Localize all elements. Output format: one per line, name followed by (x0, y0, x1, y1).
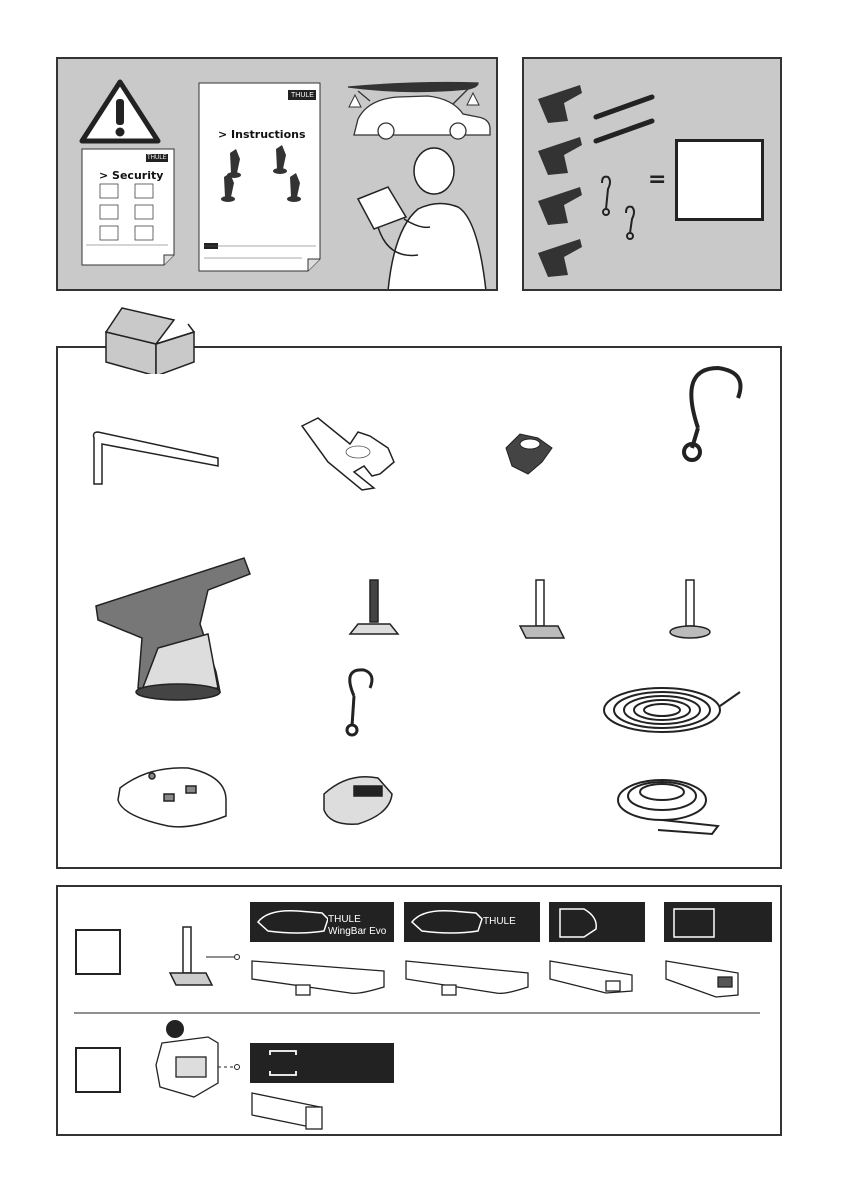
strap-roll-icon (604, 688, 740, 732)
adapter-icon (156, 1037, 218, 1097)
car-with-kayak-drawing (348, 83, 490, 140)
wingbar-brand: THULE (483, 916, 516, 927)
wingbar-evo-brand: THULE (328, 914, 361, 925)
t-bolt-icon-fitment (170, 927, 212, 985)
warning-triangle-icon (82, 82, 158, 141)
wingbar-profile-tag (404, 902, 540, 942)
smartrack-bar-drawing (550, 961, 632, 993)
edge-profile-tag (664, 902, 772, 942)
edge-bar-drawing (666, 961, 738, 997)
parts-panel (56, 346, 782, 869)
quantity-box (675, 139, 764, 221)
kayak-saddle-icon (538, 85, 582, 277)
wingbar-bar-drawing (406, 961, 528, 995)
square-bar-drawing (252, 1093, 322, 1129)
end-cap-icon (324, 777, 392, 825)
step-marker (166, 1020, 184, 1038)
parts-illustration (58, 348, 780, 867)
instructions-brand-logo: THULE (291, 92, 314, 99)
star-knob-icon (506, 434, 552, 474)
t-bolt-with-washer-icon (350, 580, 398, 634)
square-bar-profile-tag (250, 1043, 394, 1083)
instructions-title: > Instructions (218, 128, 306, 141)
s-hook-icon (602, 177, 634, 239)
security-sheet-drawing (82, 149, 174, 265)
person-reading-drawing (358, 148, 486, 289)
hex-key-icon (94, 432, 219, 484)
fork-wrench-icon (302, 418, 394, 490)
equals-sign: = (648, 167, 667, 192)
security-title: > Security (99, 169, 164, 182)
strap-icon (596, 97, 652, 141)
smartrack-profile-tag (549, 902, 645, 942)
security-brand-logo: THULE (147, 155, 167, 161)
t-bolt-round-icon (670, 580, 710, 638)
wingbar-evo-bar-drawing (252, 961, 384, 995)
safety-panel (56, 57, 498, 291)
rubber-pad-icon (118, 768, 226, 827)
s-hook-icon-small (347, 670, 372, 735)
box-icon (98, 304, 198, 374)
rubber-strip-roll-icon (618, 780, 718, 834)
instructions-sheet-drawing (199, 83, 320, 271)
t-bolt-icon (520, 580, 564, 638)
s-hook-icon-large (684, 368, 741, 460)
contents-summary-panel (522, 57, 782, 291)
fitment-panel (56, 885, 782, 1136)
fitment-illustration (58, 887, 780, 1134)
kayak-saddle-icon-large (96, 558, 250, 700)
wingbar-evo-model: WingBar Evo (328, 926, 387, 937)
